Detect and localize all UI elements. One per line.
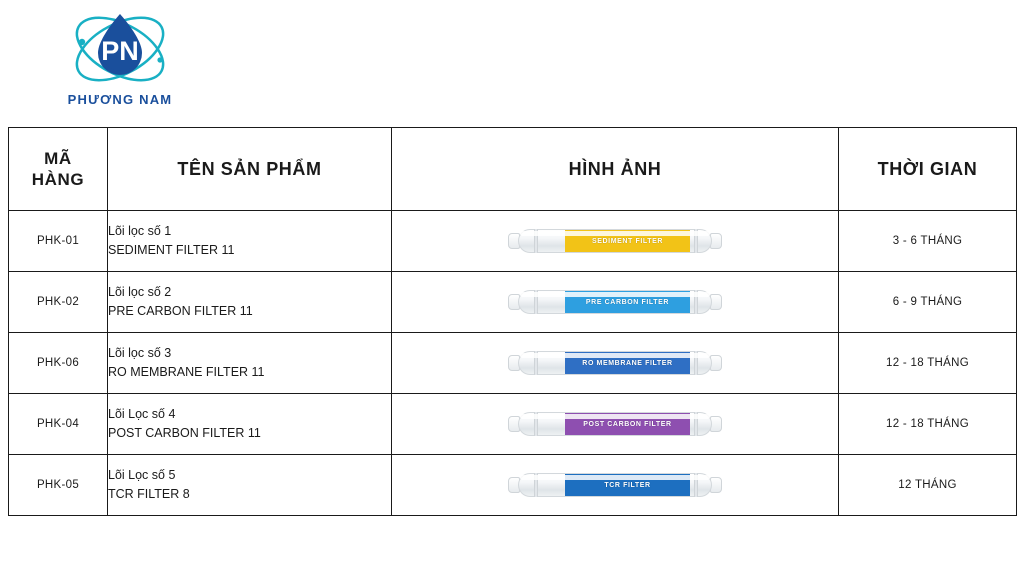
cartridge-label: SEDIMENT FILTER <box>565 230 690 252</box>
cartridge-highlight <box>520 414 710 419</box>
cartridge-highlight <box>520 353 710 358</box>
cell-image <box>392 333 839 394</box>
table-row <box>9 211 1017 272</box>
column-header-code-line2: HÀNG <box>31 170 85 189</box>
cell-name-line2: PRE CARBON FILTER 11 <box>108 304 253 318</box>
product-table-wrapper <box>8 127 1016 516</box>
cell-code: PHK-04 <box>9 394 108 455</box>
brand-logo <box>0 0 240 128</box>
table-body <box>9 211 1017 516</box>
cell-name-line2: TCR FILTER 8 <box>108 487 190 501</box>
cartridge-highlight <box>520 292 710 297</box>
cell-name-line1: Lõi Lọc số 5 <box>108 468 176 483</box>
cell-image <box>392 211 839 272</box>
cell-code: PHK-01 <box>9 211 108 272</box>
svg-text:PN: PN <box>101 36 139 66</box>
cartridge-label: PRE CARBON FILTER <box>565 291 690 313</box>
cell-image <box>392 394 839 455</box>
cell-code: PHK-02 <box>9 272 108 333</box>
cell-name-line1: Lõi lọc số 1 <box>108 224 172 239</box>
column-header-code-line1: MÃ <box>44 148 72 168</box>
column-header-code <box>9 128 108 211</box>
cell-image <box>392 272 839 333</box>
filter-cartridge-image <box>392 273 838 331</box>
filter-cartridge-image <box>392 334 838 392</box>
cell-image <box>392 455 839 516</box>
table-header <box>9 128 1017 211</box>
cell-name-line1: Lõi lọc số 2 <box>108 285 172 300</box>
cell-name <box>108 272 392 333</box>
cell-code: PHK-06 <box>9 333 108 394</box>
column-header-time: THỜI GIAN <box>839 128 1017 211</box>
cell-name <box>108 211 392 272</box>
cartridge-graphic <box>508 282 722 322</box>
table-header-row <box>9 128 1017 211</box>
cell-name-line2: POST CARBON FILTER 11 <box>108 426 261 440</box>
cell-name-line2: RO MEMBRANE FILTER 11 <box>108 365 265 379</box>
cartridge-graphic <box>508 465 722 505</box>
cell-time: 12 - 18 THÁNG <box>839 394 1017 455</box>
brand-name: PHƯƠNG NAM <box>67 92 173 107</box>
cell-name-line1: Lõi Lọc số 4 <box>108 407 176 422</box>
cartridge-label: POST CARBON FILTER <box>565 413 690 435</box>
cartridge-graphic <box>508 221 722 261</box>
cartridge-highlight <box>520 475 710 480</box>
logo-mark-icon <box>68 8 172 90</box>
cell-time: 12 THÁNG <box>839 455 1017 516</box>
cell-name-line1: Lõi lọc số 3 <box>108 346 172 361</box>
cell-code: PHK-05 <box>9 455 108 516</box>
table-row <box>9 455 1017 516</box>
cartridge-graphic <box>508 404 722 444</box>
cell-name-line2: SEDIMENT FILTER 11 <box>108 243 235 257</box>
cell-name <box>108 394 392 455</box>
cartridge-label: RO MEMBRANE FILTER <box>565 352 690 374</box>
column-header-name: TÊN SẢN PHẨM <box>108 128 392 211</box>
cell-name <box>108 333 392 394</box>
cartridge-graphic <box>508 343 722 383</box>
column-header-image: HÌNH ẢNH <box>392 128 839 211</box>
table-row <box>9 333 1017 394</box>
cell-time: 6 - 9 THÁNG <box>839 272 1017 333</box>
product-table <box>8 127 1017 516</box>
table-row <box>9 394 1017 455</box>
table-row <box>9 272 1017 333</box>
cartridge-label: TCR FILTER <box>565 474 690 496</box>
filter-cartridge-image <box>392 212 838 270</box>
filter-cartridge-image <box>392 456 838 514</box>
cell-time: 12 - 18 THÁNG <box>839 333 1017 394</box>
filter-cartridge-image <box>392 395 838 453</box>
cartridge-highlight <box>520 231 710 236</box>
cell-name <box>108 455 392 516</box>
cell-time: 3 - 6 THÁNG <box>839 211 1017 272</box>
